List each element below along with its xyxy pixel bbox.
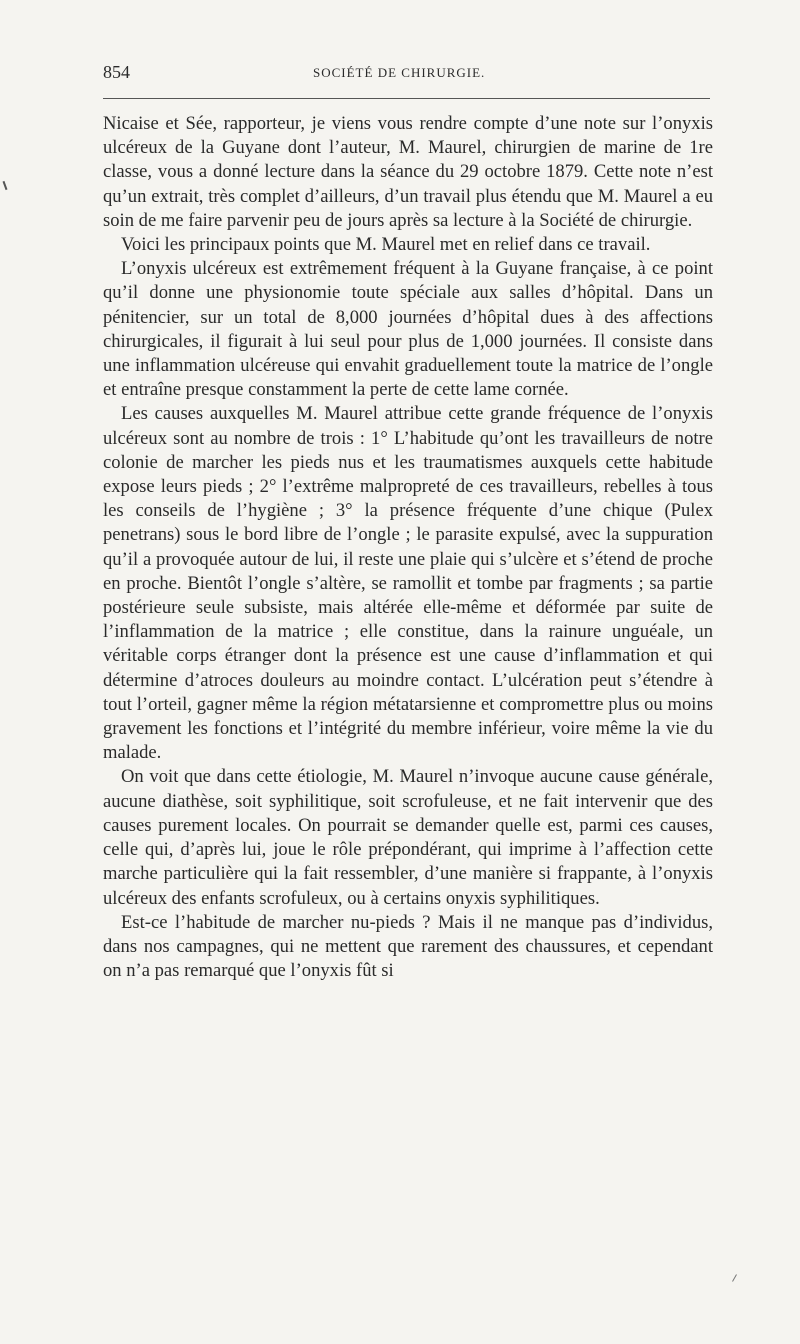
running-head: SOCIÉTÉ DE CHIRURGIE.: [313, 65, 486, 80]
margin-mark: [3, 181, 8, 190]
paragraph: Les causes auxquelles M. Maurel attribue cette grande fréquence de l’onyxis ulcéreux sont au nombre de trois : 1° L’habitude qu’ont les travailleurs de notre colonie de marcher les pieds nus et les traumatismes auxquels cette habitude expose leurs pieds ; 2° l’extrême malpropreté de ces travailleurs, rebelles à tous les conseils de l’hygiène ; 3° la présence fréquente d’une chique (Pulex penetrans) sous le bord libre de l’ongle ; le parasite expulsé, avec la suppuration qu’il a provoquée autour de lui, il reste une plaie qui s’ulcère et s’étend de proche en proche. Bientôt l’ongle s’altère, se ramollit et tombe par fragments ; sa partie postérieure seule subsiste, mais altérée elle-même et déformée par suite de l’inflammation de la matrice ; elle constitue, dans la rainure unguéale, un véritable corps étranger dont la présence est une cause d’inflammation et qui détermine d’atroces douleurs au moindre contact. L’ulcération peut s’étendre à tout l’orteil, gagner même la région métatarsienne et compromettre plus ou moins gravement les fonctions et l’intégrité du membre inférieur, voire même la vie du malade.: [103, 403, 713, 764]
margin-mark: [732, 1274, 737, 1281]
paragraph: Est-ce l’habitude de marcher nu-pieds ? Mais il ne manque pas d’individus, dans nos campagnes, qui ne mettent que rarement des chaussures, et cependant on n’a pas remarqué que l’onyxis fût si: [103, 911, 713, 982]
paragraph: Voici les principaux points que M. Maurel met en relief dans ce travail.: [121, 234, 651, 256]
paragraph: L’onyxis ulcéreux est extrêmement fréquent à la Guyane française, à ce point qu’il donne une physionomie toute spéciale aux salles d’hôpital. Dans un pénitencier, sur un total de 8,000 journées d’hôpital dues à des affections chirurgicales, il figurait à lui seul pour plus de 1,000 journées. Il consiste dans une inflammation ulcéreuse qui envahit graduellement toute la matrice de l’ongle et entraîne presque constamment la perte de cette lame cornée.: [103, 258, 713, 401]
page-number: 854: [103, 62, 130, 82]
body-text: [103, 112, 713, 983]
paragraph: On voit que dans cette étiologie, M. Maurel n’invoque aucune cause générale, aucune diathèse, soit syphilitique, soit scrofuleuse, et ne fait intervenir que des causes purement locales. On pourrait se demander quelle est, parmi ces causes, celle qui, d’après lui, joue le rôle prépondérant, qui imprime à l’affection cette marche particulière qui la fait ressembler, d’une manière si frappante, à l’onyxis ulcéreux des enfants scrofuleux, ou à certains onyxis syphilitiques.: [103, 766, 713, 909]
header-rule: [103, 98, 710, 99]
page-header: [103, 62, 710, 92]
paragraph: Nicaise et Sée, rapporteur, je viens vous rendre compte d’une note sur l’onyxis ulcéreux de la Guyane dont l’auteur, M. Maurel, chirurgien de marine de 1re classe, vous a donné lecture dans la séance du 29 octobre 1879. Cette note n’est qu’un extrait, très complet d’ailleurs, d’un travail plus étendu que M. Maurel a eu soin de me faire parvenir peu de jours après sa lecture à la Société de chirurgie.: [103, 113, 713, 231]
